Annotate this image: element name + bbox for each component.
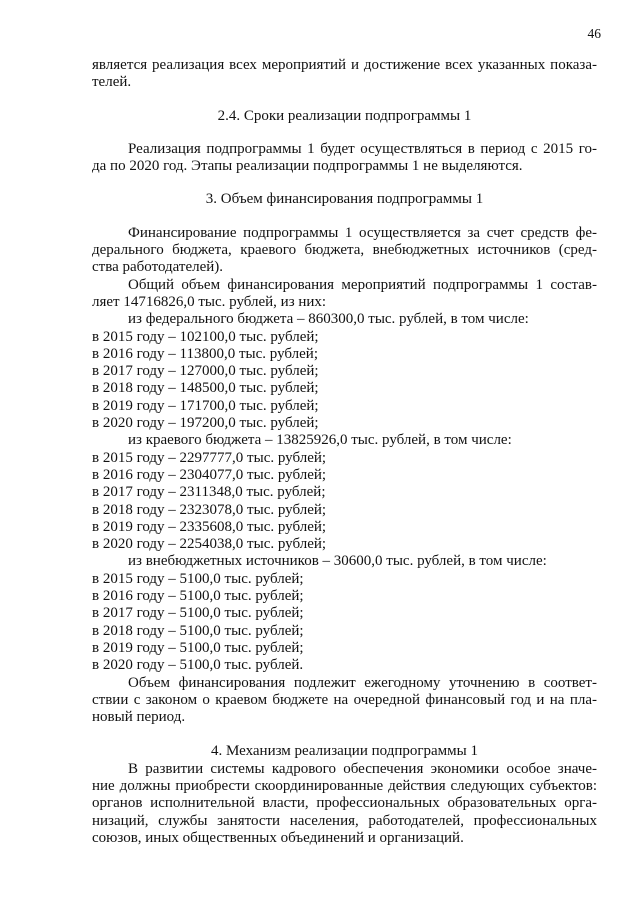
- section-2-4-line-1: Реализация подпрограммы 1 будет осуществляться в период с 2015 го-: [128, 140, 597, 157]
- intro-line-1: является реализация всех мероприятий и достижение всех указанных показа-: [92, 57, 597, 73]
- intro-line-2: телей.: [92, 74, 132, 91]
- section-4-line-1: В развитии системы кадрового обеспечения экономики особое значе-: [128, 760, 597, 777]
- section-4-heading: 4. Механизм реализации подпрограммы 1: [210, 743, 478, 760]
- extra-title: из внебюджетных источников – 30600,0 тыс. рублей, в том числе:: [128, 553, 547, 570]
- section-3-p2-line-2: ляет 14716826,0 тыс. рублей, из них:: [92, 293, 327, 310]
- page-number: 46: [587, 26, 601, 41]
- regional-year-2018: в 2018 году – 2323078,0 тыс. рублей;: [92, 501, 327, 518]
- extra-year-2019: в 2019 году – 5100,0 тыс. рублей;: [92, 639, 304, 656]
- section-4-line-4: низаций, службы занятости населения, работодателей, профессиональных: [92, 812, 597, 829]
- extra-year-2015: в 2015 году – 5100,0 тыс. рублей;: [92, 570, 304, 587]
- regional-year-2016: в 2016 году – 2304077,0 тыс. рублей;: [92, 466, 327, 483]
- federal-year-2015: в 2015 году – 102100,0 тыс. рублей;: [92, 328, 319, 345]
- section-3-p1-line-2: дерального бюджета, краевого бюджета, внебюджетных источников (сред-: [92, 242, 597, 259]
- section-3-p1-line-3: ства работодателей).: [92, 259, 224, 276]
- section-3-p3-line-3: новый период.: [92, 709, 186, 726]
- regional-year-2015: в 2015 году – 2297777,0 тыс. рублей;: [92, 449, 327, 466]
- federal-year-2020: в 2020 году – 197200,0 тыс. рублей;: [92, 415, 319, 432]
- section-3-p2-line-1: Общий объем финансирования мероприятий подпрограммы 1 состав-: [128, 276, 597, 293]
- regional-year-2017: в 2017 году – 2311348,0 тыс. рублей;: [92, 484, 326, 501]
- section-3-heading: 3. Объем финансирования подпрограммы 1: [205, 191, 484, 208]
- extra-year-2016: в 2016 году – 5100,0 тыс. рублей;: [92, 588, 304, 605]
- extra-year-2017: в 2017 году – 5100,0 тыс. рублей;: [92, 605, 304, 622]
- section-2-4-line-2: да по 2020 год. Этапы реализации подпрограммы 1 не выделяются.: [92, 158, 523, 175]
- regional-title: из краевого бюджета – 13825926,0 тыс. рублей, в том числе:: [128, 432, 512, 449]
- section-3-p3-line-1: Объем финансирования подлежит ежегодному уточнению в соответ-: [128, 674, 597, 691]
- section-2-4-heading: 2.4. Сроки реализации подпрограммы 1: [217, 107, 472, 124]
- section-4-line-5: союзов, иных общественных объединений и организаций.: [92, 829, 464, 846]
- federal-year-2019: в 2019 году – 171700,0 тыс. рублей;: [92, 397, 319, 414]
- federal-year-2017: в 2017 году – 127000,0 тыс. рублей;: [92, 363, 319, 380]
- extra-year-2020: в 2020 году – 5100,0 тыс. рублей.: [92, 657, 304, 674]
- section-3-p3-line-2: ствии с законом о краевом бюджете на очередной финансовый год и на пла-: [92, 691, 597, 708]
- section-4-line-2: ние должны приобрести скоординированные действия следующих субъектов:: [92, 777, 597, 794]
- section-3-p1-line-1: Финансирование подпрограммы 1 осуществляется за счет средств фе-: [128, 224, 597, 241]
- regional-year-2020: в 2020 году – 2254038,0 тыс. рублей;: [92, 536, 327, 553]
- extra-year-2018: в 2018 году – 5100,0 тыс. рублей;: [92, 622, 304, 639]
- regional-year-2019: в 2019 году – 2335608,0 тыс. рублей;: [92, 518, 327, 535]
- federal-title: из федерального бюджета – 860300,0 тыс. рублей, в том числе:: [128, 311, 529, 328]
- federal-year-2016: в 2016 году – 113800,0 тыс. рублей;: [92, 345, 318, 362]
- section-4-line-3: органов исполнительной власти, профессиональных образовательных орга-: [92, 795, 597, 812]
- federal-year-2018: в 2018 году – 148500,0 тыс. рублей;: [92, 380, 319, 397]
- page-content: [92, 57, 597, 847]
